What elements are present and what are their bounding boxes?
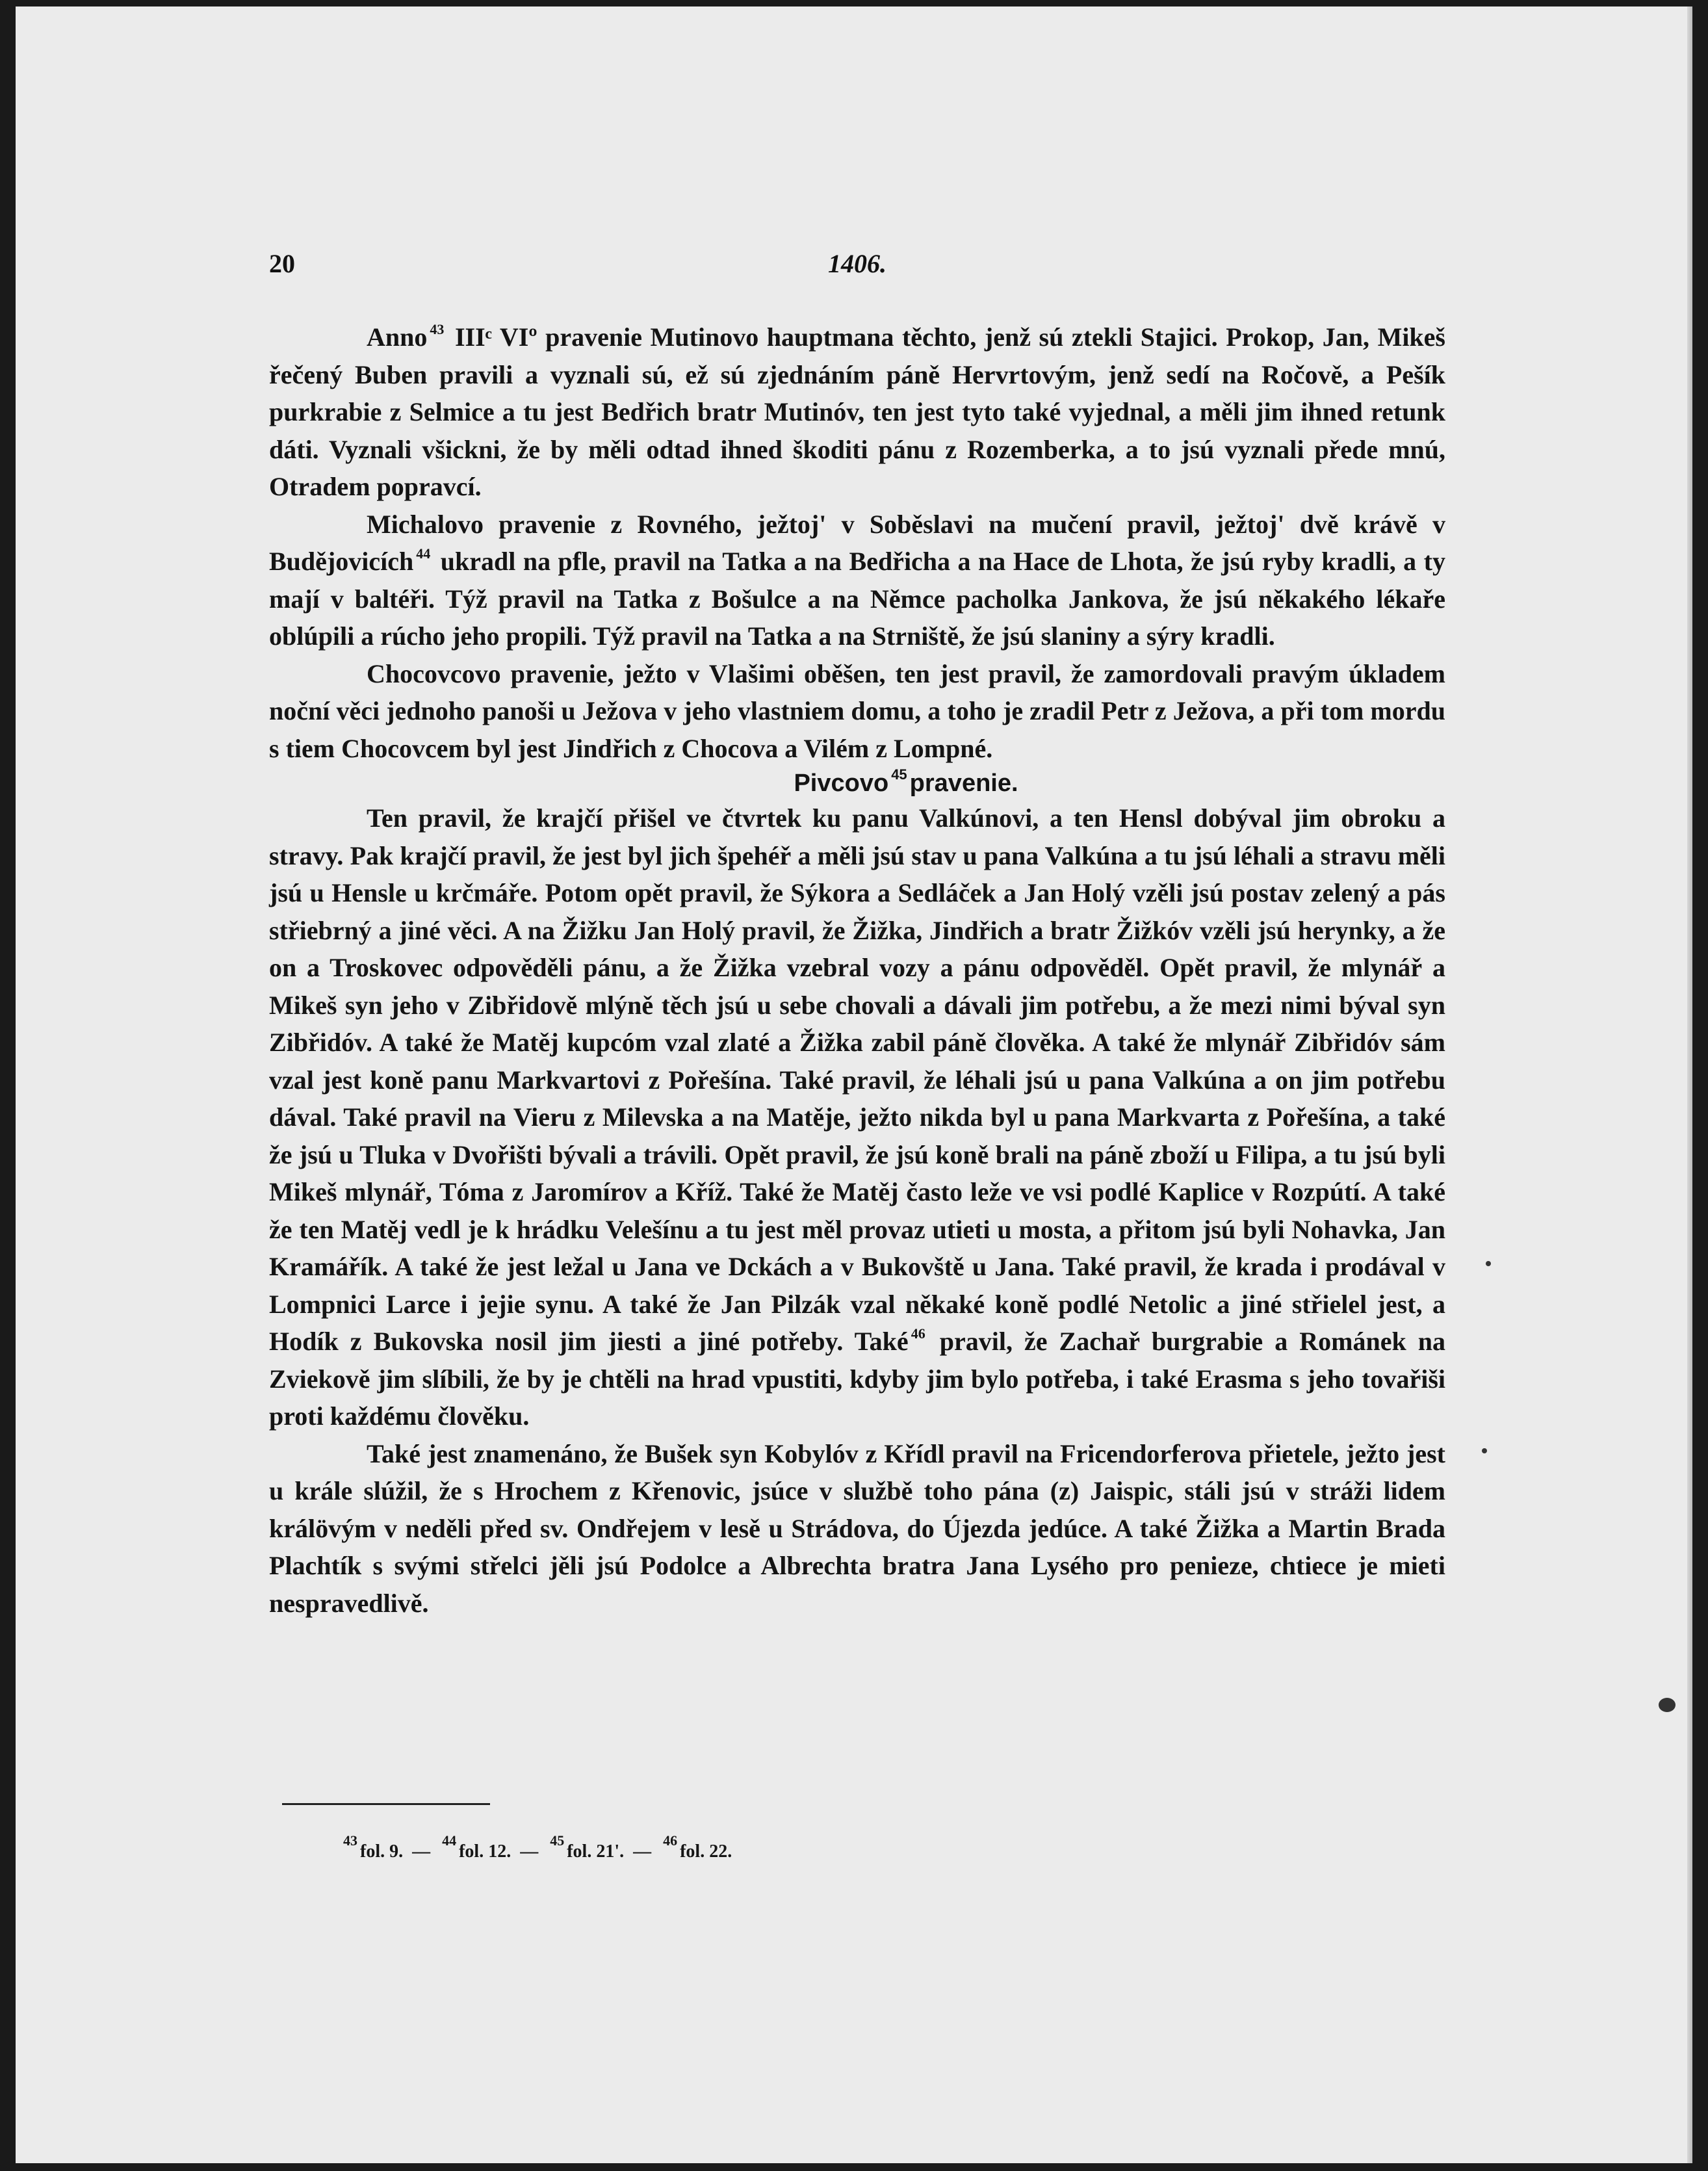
page-header: [269, 248, 1445, 287]
paragraph: Chocovcovo pravenie, ježto v Vlašimi oběšen, ten jest pravil, že zamordovali pravým úkladem noční věci jednoho panoši u Ježova v jeho vlastniem domu, a toho je zradil Petr z Ježova, a při tom mordu s tiem Chocovcem byl jest Jindřich z Chocova a Vilém z Lompné.: [269, 658, 1445, 763]
footnote-divider: [282, 1803, 490, 1805]
ink-blot: [1659, 1698, 1676, 1712]
paragraph: Ten pravil, že krajčí přišel ve čtvrtek ku panu Valkúnovi, a ten Hensl dobýval jim obroku a stravy. Pak krajčí pravil, že jest byl jich špehéř a měli jsú stav u pana Valkúna a tu jsú léhali a stravu měli jsú u Hensle u krčmáře. Potom opět pravil, že Sýkora a Sedláček a Jan Holý vzěli jsú postav zelený a pás střiebrný a jiné věci. A na Žižku Jan Holý pravil, že Žižka, Jindřich a bratr Žižkóv vzěli jsú herynky, a že on a Troskovec odpověděli pánu, a že Žižka vzebral vozy a pánu odpověděl. Opět pravil, že mlynář a Mikeš syn jeho v Zibřidově mlýně těch jsú u sebe chovali a dávali jim potřebu, a že mezi nimi býval syn Zibřidóv. A také že Matěj kupcóm vzal zlaté a Žižka zabil páně člověka. A také že mlynář Zibřidóv sám vzal jest koně panu Markvartovi z Pořešína. Také pravil, že léhali jsú u pana Valkúna a on jim potřebu dával. Také pravil na Vieru z Milevska a na Matěje, ježto nikda byl u pana Markvarta z Pořešína, a také že jsú u Tluka v Dvořišti bývali a trávili. Opět pravil, že jsú koně brali na páně zboží u Filipa, a tu jsú byli Mikeš mlynář, Tóma z Jaromírov a Kříž. Také že Matěj často leže ve vsi podlé Kaplice v Rozpútí. A také že ten Matěj vedl je k hrádku Velešínu a tu jest měl provaz utieti u mosta, a přitom jsú byli Nohavka, Jan Kramářík. A také že jest ležal u Jana ve Dckách a v Bukovště u Jana. Také pravil, že krada i prodával v Lompnici Larce i jejie synu. A také že Jan Pilzák vzal někaké koně podlé Netolic a jiné střielel jest, a Hodík z Bukovska nosil jim jiesti a jiné potřeby. Také $^{46}$ pravil, že Zachař burgrabie a Románek na Zviekově jim slíbili, že by je chtěli na hrad vpustiti, kdyby jim bylo potřeba, i také Erasma s jeho tovařiši proti každému člověku.: [269, 803, 1445, 1431]
section-title: Pivcovo $^{45}$ pravenie.: [794, 766, 1018, 797]
footnote-ref: 46: [911, 1325, 925, 1342]
paragraph: Michalovo pravenie z Rovného, ježtoj' v Soběslavi na mučení pravil, ježtoj' dvě krávě v Budějovicích $^{44}$ ukradl na pfle, pravil na Tatka a na Bedřicha a na Hace de Lhota, že jsú ryby kradli, a ty mají v baltéři. Týž pravil na Tatka z Bošulce a na Němce pacholka Jankova, že jsú někakého lékaře oblúpili a rúcho jeho propili. Týž pravil na Tatka a na Strniště, že jsú slaniny a sýry kradli.: [269, 509, 1445, 651]
ink-speck: [1486, 1261, 1491, 1266]
body-text: [269, 318, 1445, 1622]
document-page: [16, 6, 1692, 2163]
footnote: $^{46}$fol. 22.: [663, 1832, 732, 1862]
page-number: 20: [269, 249, 295, 278]
footnote: $^{43}$fol. 9.: [343, 1832, 404, 1862]
footnote-ref: 45: [891, 766, 907, 783]
footnote-ref: 44: [416, 545, 431, 562]
paragraph: Anno $^{43}$ IIIᶜ VIº pravenie Mutinovo hauptmana těchto, jenž sú ztekli Stajici. Prokop, Jan, Mikeš řečený Buben pravili a vyznali sú, ež sú zjednáním páně Hervrtovým, jenž sedí na Ročově, a Pešík purkrabie z Selmice a tu jest Bedřich bratr Mutinóv, ten jest tyto také vyjednal, a měli jim ihned retunk dáti. Vyznali všickni, že by měli odtad ihned škoditi pánu z Rozemberka, a to jsú vyznali přede mnú, Otradem popravcí.: [269, 321, 1445, 501]
footnote-ref: 43: [430, 321, 445, 337]
page-edge: [1687, 6, 1692, 2163]
page-year-heading: 1406.: [828, 249, 886, 278]
paragraph: Také jest znamenáno, že Bušek syn Kobylóv z Křídl pravil na Fricendorferova přietele, ježto jest u krále slúžil, že s Hrochem z Křenovic, jsúce v službě toho pána (z) Jaispic, stáli jsú v stráži lidem králövým v neděli před sv. Ondřejem v lesě u Strádova, do Újezda jedúce. A také Žižka a Martin Brada Plachtík s svými střelci jěli jsú Podolce a Albrechta bratra Jana Lysého pro penieze, chtiece je mieti nespravedlivě.: [269, 1438, 1445, 1618]
ink-speck: [1482, 1448, 1487, 1453]
footnote: $^{45}$fol. 21'.: [550, 1832, 625, 1862]
footnotes: $^{43}$fol. 9. —$^{44}$fol. 12. —$^{45}$fol. 21'. —$^{46}$fol. 22.: [341, 1841, 732, 1862]
footnote: $^{44}$fol. 12.: [442, 1832, 511, 1862]
